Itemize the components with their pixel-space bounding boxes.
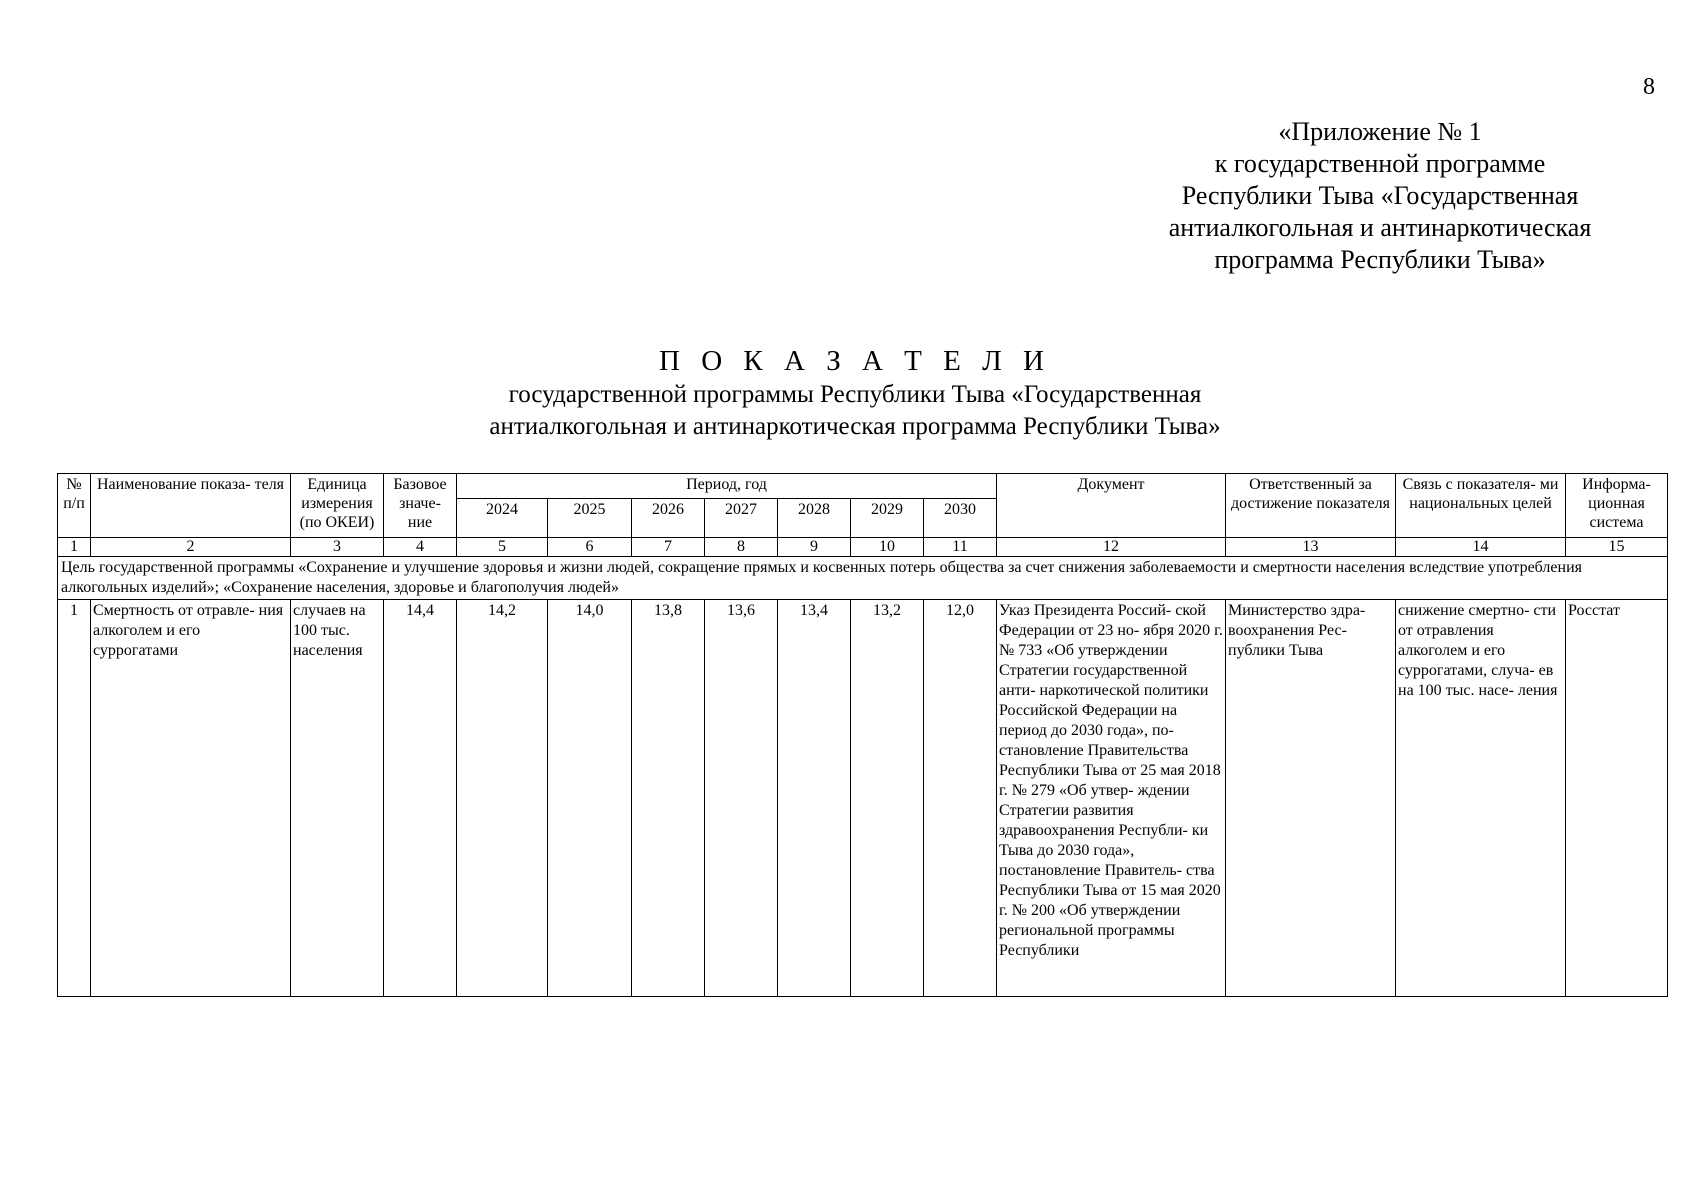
appendix-line: к государственной программе xyxy=(1214,149,1546,178)
table-header-row xyxy=(58,474,1668,499)
header-year: 2026 xyxy=(632,499,705,538)
indicators-table xyxy=(57,473,1668,997)
row-base-value: 14,4 xyxy=(384,600,457,997)
row-value-2027: 13,6 xyxy=(705,600,778,997)
header-year: 2027 xyxy=(705,499,778,538)
table-row xyxy=(58,600,1668,997)
row-national-goals-link: снижение смертно- сти от отравления алкоголем и его суррогатами, случа- ев на 100 тыс. насе- ления xyxy=(1396,600,1566,997)
header-indicator-name: Наименование показа- теля xyxy=(91,474,291,538)
program-goal-row xyxy=(58,557,1668,600)
column-number: 5 xyxy=(457,538,548,557)
column-number: 9 xyxy=(778,538,851,557)
document-title: П О К А З А Т Е Л И xyxy=(659,345,1051,377)
row-value-2028: 13,4 xyxy=(778,600,851,997)
row-value-2026: 13,8 xyxy=(632,600,705,997)
row-num: 1 xyxy=(58,600,91,997)
header-national-goals-link: Связь с показателя- ми национальных целей xyxy=(1396,474,1566,538)
header-base-value: Базовое значе- ние xyxy=(384,474,457,538)
header-info-system: Информа- ционная система xyxy=(1566,474,1668,538)
row-document: Указ Президента Россий- ской Федерации от 23 но- ября 2020 г. № 733 «Об утверждении Стратегии государственной анти- наркотической политики Российской Федерации на период до 2030 года», по- становление Правительства Республики Тыва от 25 мая 2018 г. № 279 «Об утвер- ждении Стратегии развития здравоохранения Республи- ки Тыва до 2030 года», постановление Правитель- ства Республики Тыва от 15 мая 2020 г. № 200 «Об утверждении региональной программы Республики xyxy=(997,600,1226,997)
column-number: 1 xyxy=(58,538,91,557)
header-num: № п/п xyxy=(58,474,91,538)
row-value-2030: 12,0 xyxy=(924,600,997,997)
row-unit: случаев на 100 тыс. населения xyxy=(291,600,384,997)
appendix-line: Республики Тыва «Государственная xyxy=(1181,181,1579,210)
column-number-row xyxy=(58,538,1668,557)
column-number: 12 xyxy=(997,538,1226,557)
row-info-system: Росстат xyxy=(1566,600,1668,997)
document-subtitle: антиалкогольная и антинаркотическая программа Республики Тыва» xyxy=(489,413,1221,440)
column-number: 8 xyxy=(705,538,778,557)
header-year: 2030 xyxy=(924,499,997,538)
column-number: 15 xyxy=(1566,538,1668,557)
column-number: 4 xyxy=(384,538,457,557)
header-document: Документ xyxy=(997,474,1226,538)
column-number: 14 xyxy=(1396,538,1566,557)
column-number: 10 xyxy=(851,538,924,557)
header-year: 2029 xyxy=(851,499,924,538)
program-goal-text: Цель государственной программы «Сохранение и улучшение здоровья и жизни людей, сокращение прямых и косвенных потерь общества за счет снижения заболеваемости и смертности населения вследствие употребления алкогольных изделий»; «Сохранение населения, здоровье и благополучия людей» xyxy=(58,557,1668,600)
header-year: 2028 xyxy=(778,499,851,538)
appendix-line: антиалкогольная и антинаркотическая xyxy=(1168,213,1592,242)
column-number: 3 xyxy=(291,538,384,557)
document-subtitle: государственной программы Республики Тыва «Государственная xyxy=(508,381,1202,408)
appendix-line: программа Республики Тыва» xyxy=(1214,245,1546,274)
column-number: 6 xyxy=(548,538,632,557)
document-heading xyxy=(330,343,1380,443)
page-number: 8 xyxy=(1643,74,1655,100)
row-value-2025: 14,0 xyxy=(548,600,632,997)
column-number: 11 xyxy=(924,538,997,557)
header-period: Период, год xyxy=(457,474,997,499)
header-responsible: Ответственный за достижение показателя xyxy=(1226,474,1396,538)
row-responsible: Министерство здра- воохранения Рес- публики Тыва xyxy=(1226,600,1396,997)
appendix-line: «Приложение № 1 xyxy=(1278,117,1482,146)
row-indicator-name: Смертность от отравле- ния алкоголем и его суррогатами xyxy=(91,600,291,997)
column-number: 13 xyxy=(1226,538,1396,557)
column-number: 7 xyxy=(632,538,705,557)
header-unit: Единица измерения (по ОКЕИ) xyxy=(291,474,384,538)
header-year: 2025 xyxy=(548,499,632,538)
row-value-2024: 14,2 xyxy=(457,600,548,997)
appendix-block xyxy=(1120,116,1640,276)
header-year: 2024 xyxy=(457,499,548,538)
row-value-2029: 13,2 xyxy=(851,600,924,997)
column-number: 2 xyxy=(91,538,291,557)
